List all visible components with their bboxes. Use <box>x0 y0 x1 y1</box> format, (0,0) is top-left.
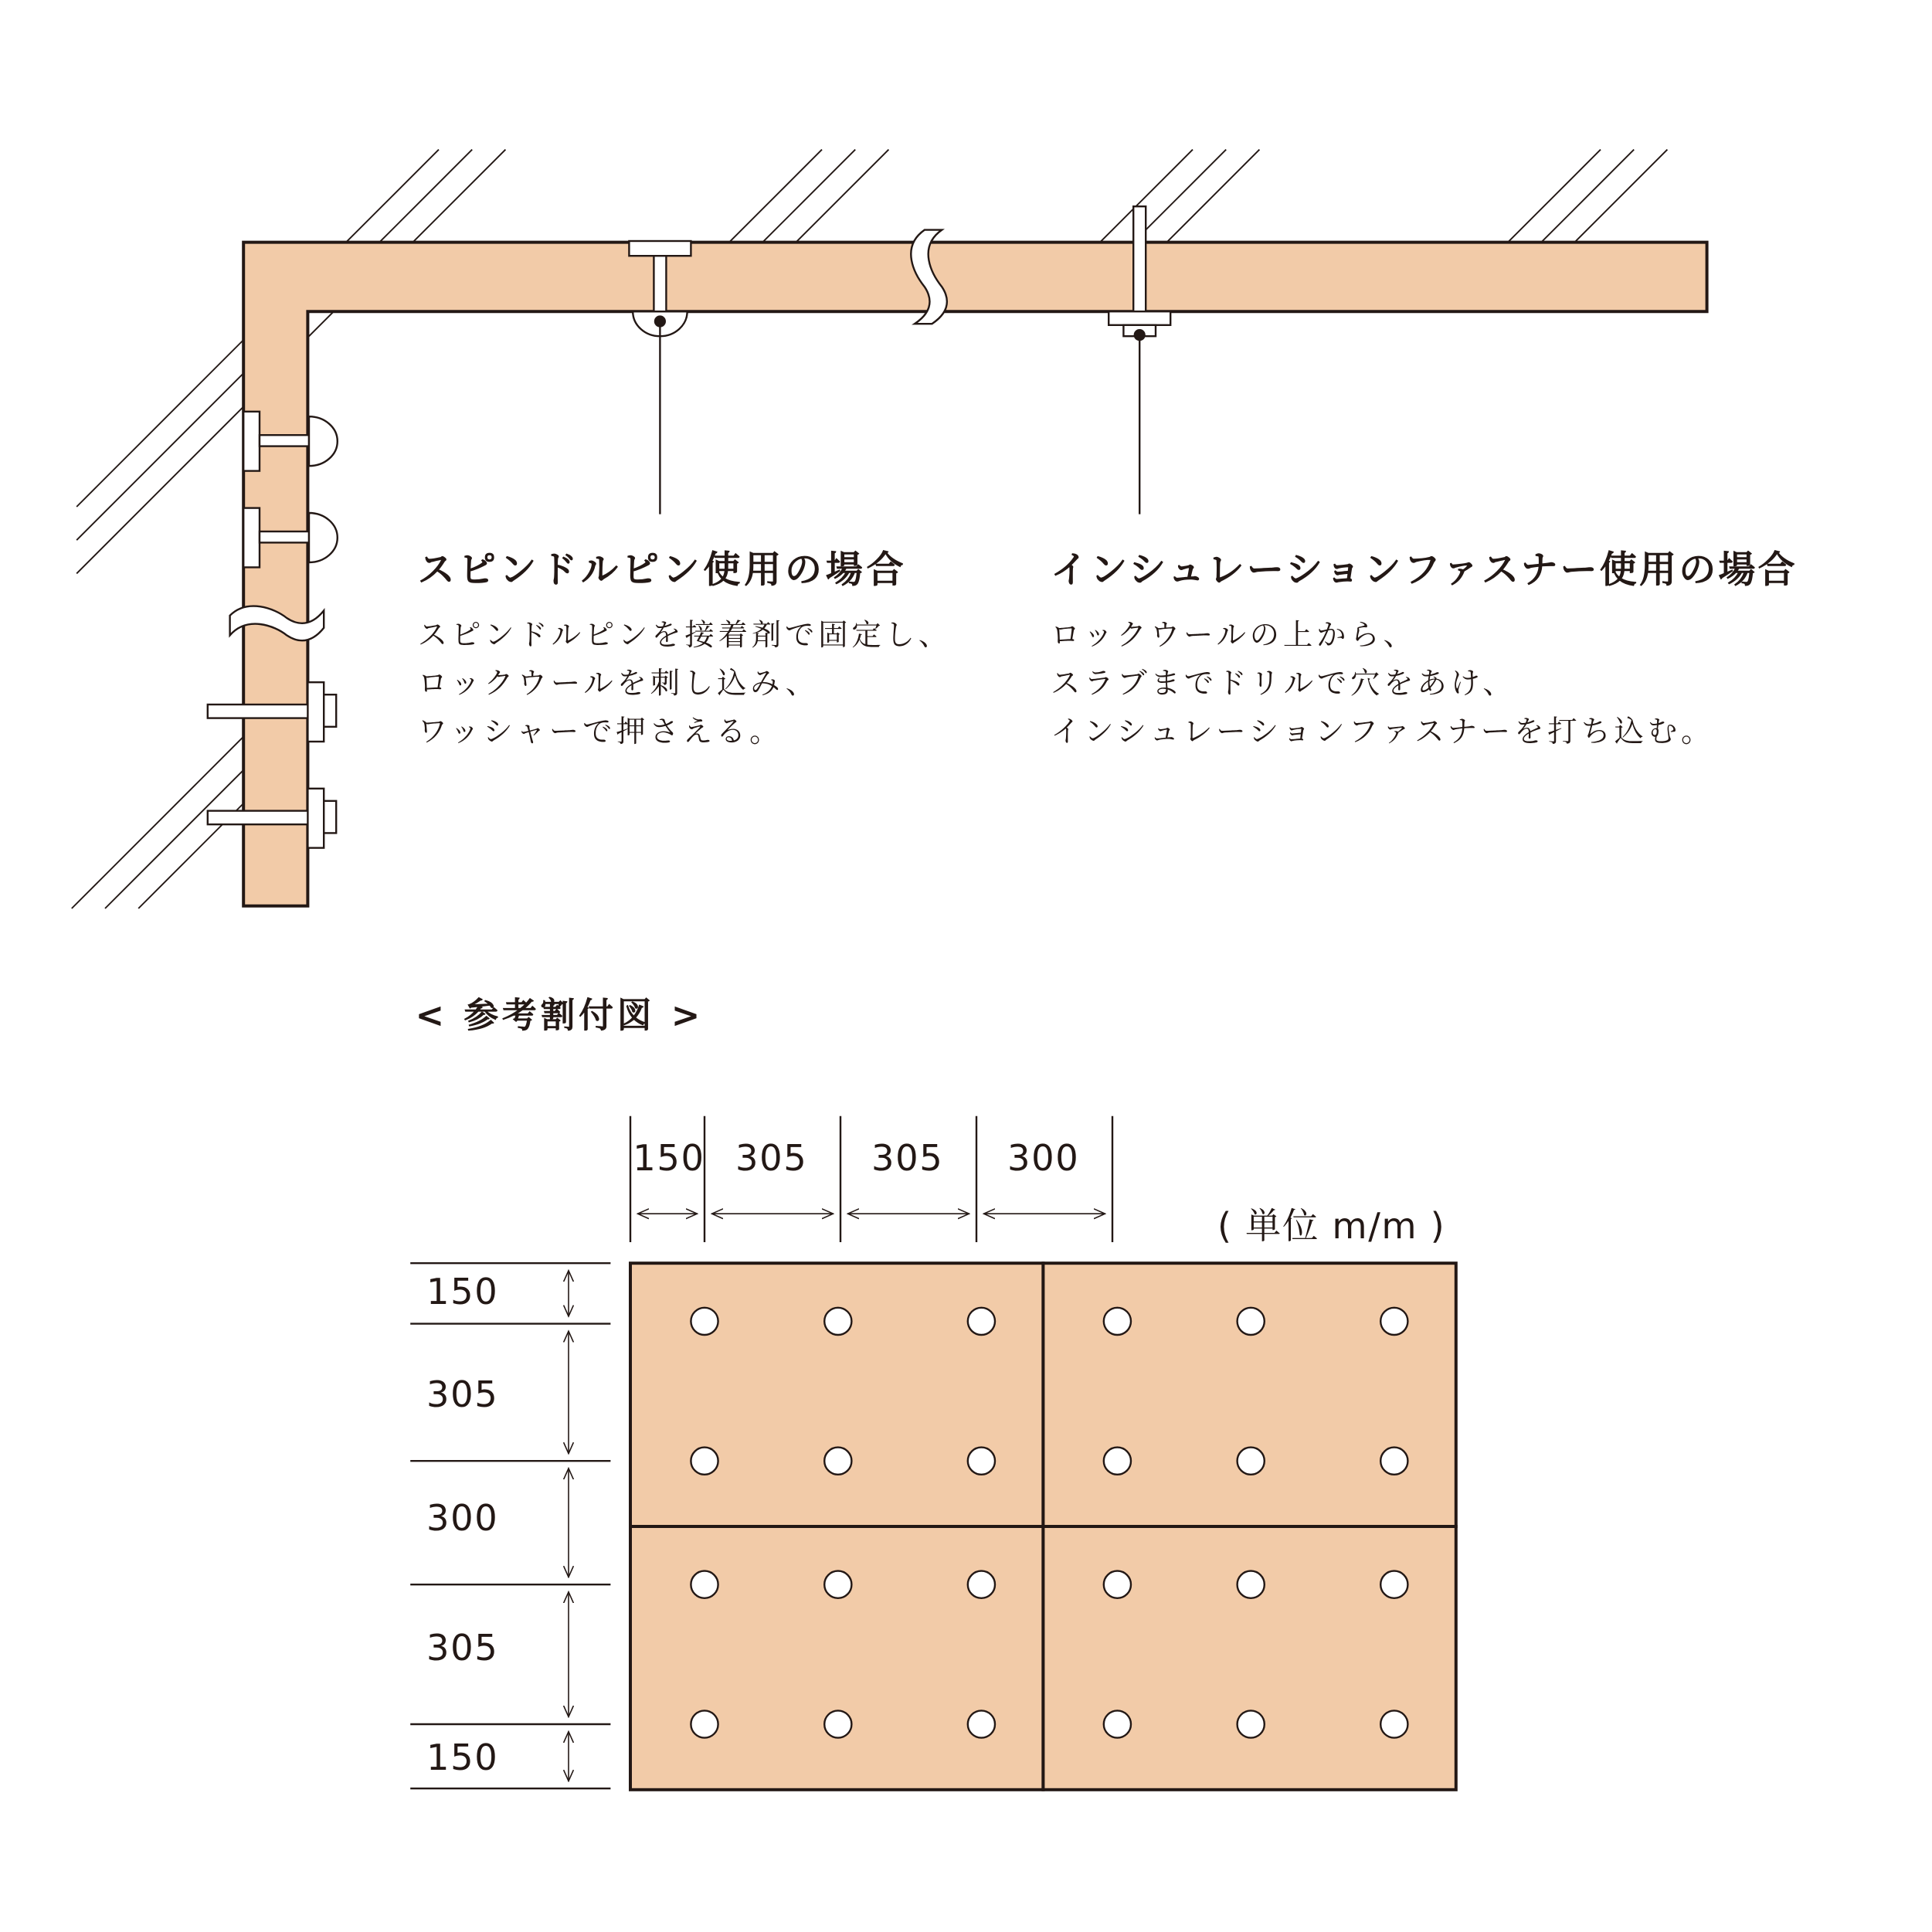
pin-hole <box>1380 1308 1407 1335</box>
top-dim-1: 150 <box>633 1137 705 1180</box>
left-dim-2: 305 <box>426 1373 499 1415</box>
top-dim-3: 305 <box>871 1137 944 1180</box>
pin-hole <box>691 1571 718 1598</box>
pin-hole <box>1238 1571 1265 1598</box>
top-dim-2: 305 <box>735 1137 808 1180</box>
pin-hole <box>1380 1710 1407 1737</box>
left-dim-5: 150 <box>426 1737 499 1779</box>
pin-hole <box>968 1308 995 1335</box>
pin-hole <box>1104 1448 1131 1475</box>
top-dim-4: 300 <box>1007 1137 1080 1180</box>
pin-hole <box>1238 1448 1265 1475</box>
pin-hole <box>968 1571 995 1598</box>
board-panel <box>1043 1526 1455 1790</box>
pin-hole <box>824 1448 851 1475</box>
fastener-heading: インシュレーションファスナー使用の場合 <box>1051 548 1798 593</box>
pin-hole <box>1238 1710 1265 1737</box>
pin-hole <box>1380 1571 1407 1598</box>
fastener-line-1: ロックウールの上から、 <box>1051 618 1417 653</box>
pin-hole <box>824 1308 851 1335</box>
pin-hole <box>1238 1308 1265 1335</box>
left-dim-4: 305 <box>426 1626 499 1669</box>
spindle-heading: スピンドルピン使用の場合 <box>417 548 908 593</box>
spindle-line-2: ロックウールを刺し込み、 <box>417 666 819 701</box>
fastener-line-2: スラブまでドリルで穴をあけ、 <box>1051 666 1516 701</box>
layout-title: < 参考割付図 > <box>415 995 705 1036</box>
board-panel <box>630 1263 1043 1526</box>
board-panel <box>630 1526 1043 1790</box>
pin-hole <box>1104 1571 1131 1598</box>
pin-hole <box>691 1710 718 1737</box>
pin-hole <box>968 1710 995 1737</box>
left-dim-3: 300 <box>426 1496 499 1539</box>
left-dim-1: 150 <box>426 1270 499 1313</box>
fastener-line-3: インシュレーションファスナーを打ち込む。 <box>1051 714 1715 749</box>
pin-hole <box>824 1710 851 1737</box>
pin-hole <box>968 1448 995 1475</box>
unit-label: ( 単位 m/m ) <box>1217 1205 1446 1248</box>
pin-hole <box>1380 1448 1407 1475</box>
pin-hole <box>1104 1308 1131 1335</box>
spindle-line-1: スピンドルピンを接着剤で固定し、 <box>417 618 952 653</box>
pin-hole <box>691 1448 718 1475</box>
board-panel <box>1043 1263 1455 1526</box>
board-panels <box>630 1263 1456 1790</box>
pin-hole <box>691 1308 718 1335</box>
pin-hole <box>1104 1710 1131 1737</box>
pin-hole <box>824 1571 851 1598</box>
spindle-line-3: ワッシャーで押さえる。 <box>417 714 783 749</box>
